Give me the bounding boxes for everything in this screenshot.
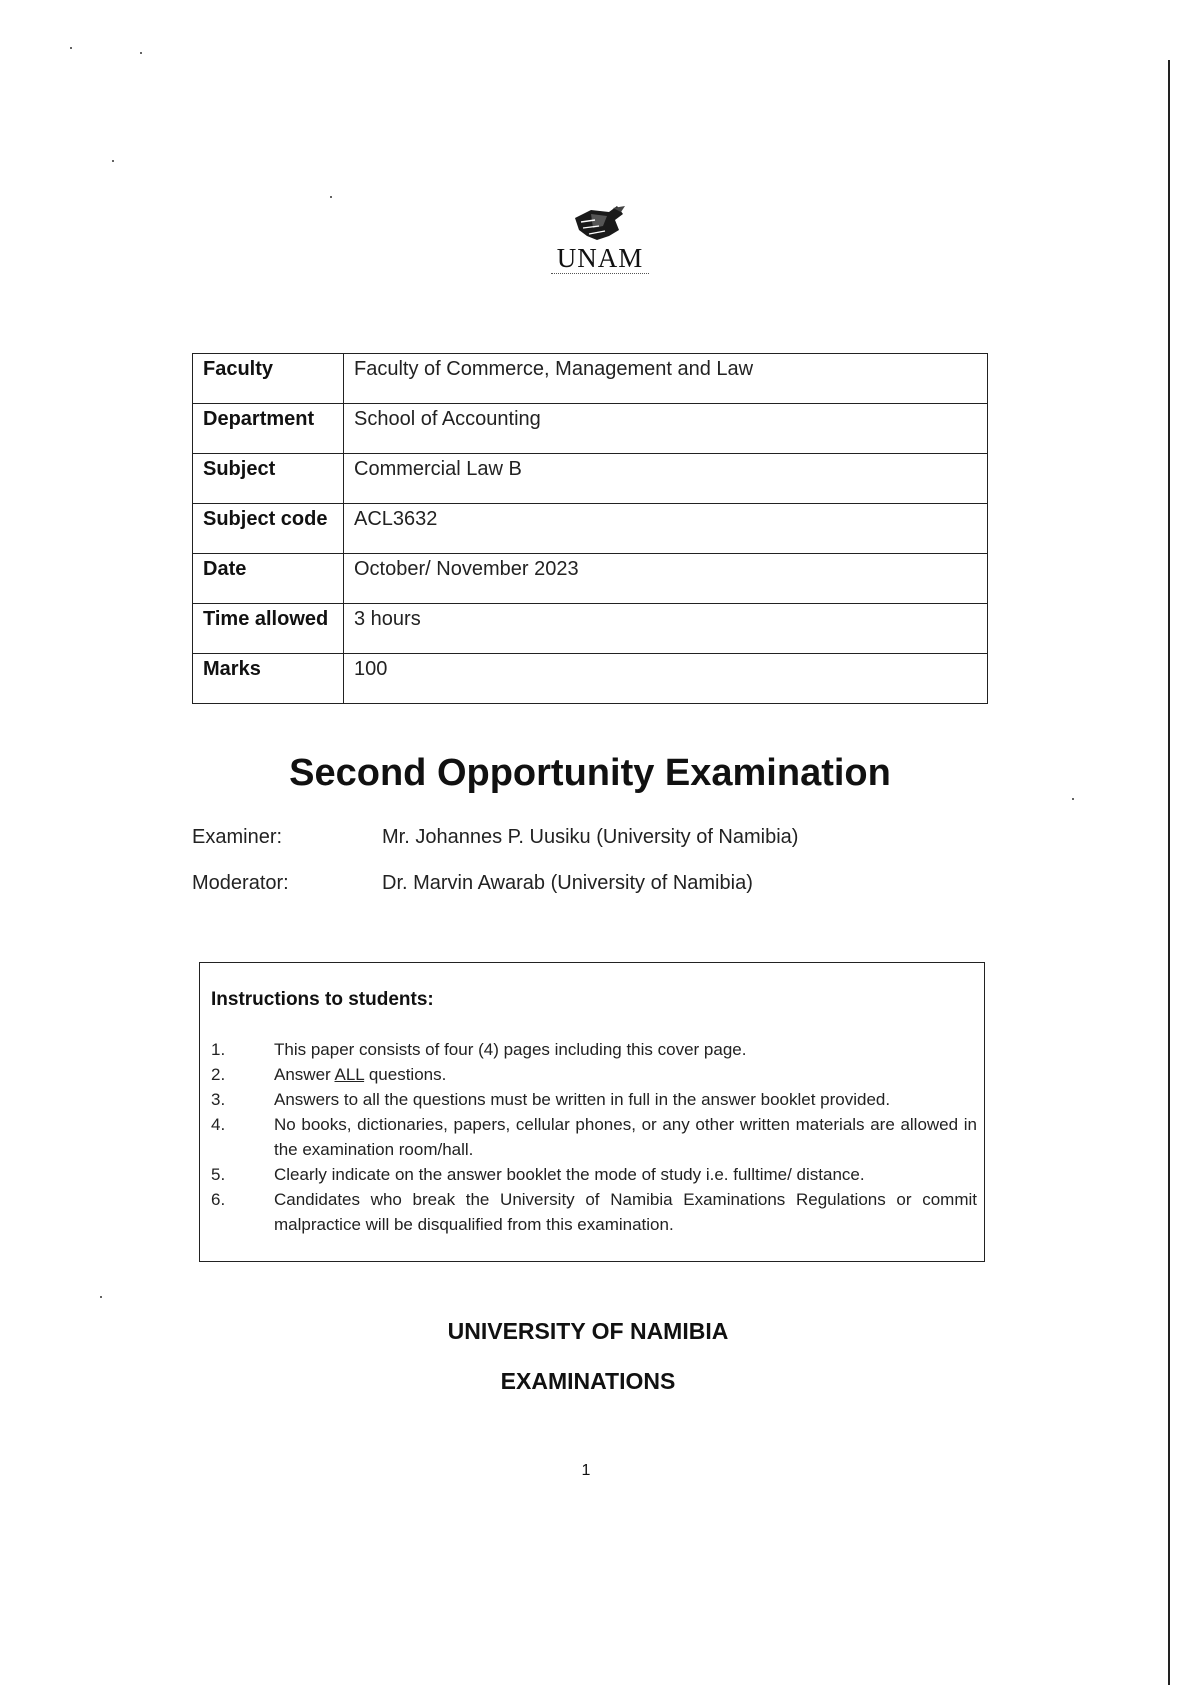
table-row bbox=[193, 454, 988, 504]
list-item bbox=[211, 1037, 977, 1062]
item-text: This paper consists of four (4) pages including this cover page. bbox=[274, 1040, 747, 1059]
item-number: 6. bbox=[211, 1190, 226, 1209]
examiner-line bbox=[192, 826, 798, 849]
item-text: Answers to all the questions must be written in full in the answer booklet provided. bbox=[274, 1090, 891, 1109]
table-value: October/ November 2023 bbox=[344, 554, 988, 604]
table-row bbox=[193, 404, 988, 454]
examiner-name: Mr. Johannes P. Uusiku (University of Namibia) bbox=[382, 826, 799, 848]
table-label: Marks bbox=[193, 654, 344, 704]
item-text: Candidates who break the University of Namibia Examinations Regulations or commit malpractice will be disqualified from this examination. bbox=[274, 1190, 977, 1234]
list-item bbox=[211, 1112, 977, 1162]
table-label: Time allowed bbox=[193, 604, 344, 654]
table-row bbox=[193, 654, 988, 704]
table-value: 100 bbox=[344, 654, 988, 704]
instructions-list bbox=[211, 1037, 977, 1237]
logo-tagline-line bbox=[551, 273, 649, 277]
footer-examinations: EXAMINATIONS bbox=[500, 1368, 676, 1394]
item-number: 3. bbox=[211, 1090, 226, 1109]
table-row bbox=[193, 504, 988, 554]
scan-speck bbox=[330, 196, 332, 198]
instructions-heading: Instructions to students: bbox=[211, 989, 434, 1010]
moderator-name: Dr. Marvin Awarab (University of Namibia) bbox=[382, 872, 753, 894]
item-text-pre: Answer bbox=[274, 1065, 335, 1084]
item-text-post: questions. bbox=[364, 1065, 447, 1084]
item-number: 1. bbox=[211, 1040, 226, 1059]
table-row bbox=[193, 554, 988, 604]
table-value: 3 hours bbox=[344, 604, 988, 654]
item-text bbox=[274, 1062, 977, 1087]
table-value: ACL3632 bbox=[344, 504, 988, 554]
university-logo bbox=[530, 200, 670, 296]
page-number: 1 bbox=[581, 1462, 591, 1479]
table-label: Date bbox=[193, 554, 344, 604]
table-label: Subject bbox=[193, 454, 344, 504]
item-text-emphasis: ALL bbox=[334, 1065, 365, 1084]
scan-speck bbox=[1072, 798, 1074, 800]
moderator-label: Moderator: bbox=[192, 872, 289, 894]
unam-crest-icon bbox=[569, 200, 631, 244]
table-label: Faculty bbox=[193, 354, 344, 404]
table-label: Department bbox=[193, 404, 344, 454]
footer-university: UNIVERSITY OF NAMIBIA bbox=[447, 1318, 729, 1344]
instructions-box bbox=[199, 962, 985, 1262]
table-value: Faculty of Commerce, Management and Law bbox=[344, 354, 988, 404]
table-value: School of Accounting bbox=[344, 404, 988, 454]
logo-wordmark: UNAM bbox=[556, 243, 644, 273]
examiner-label: Examiner: bbox=[192, 826, 283, 848]
item-number: 2. bbox=[211, 1065, 226, 1084]
list-item bbox=[211, 1087, 977, 1112]
exam-details-table bbox=[192, 353, 988, 704]
scan-edge-line bbox=[1168, 60, 1170, 1685]
moderator-line bbox=[192, 872, 753, 895]
item-text: Clearly indicate on the answer booklet the mode of study i.e. fulltime/ distance. bbox=[274, 1165, 865, 1184]
scan-speck bbox=[70, 47, 72, 49]
list-item bbox=[211, 1187, 977, 1237]
item-number: 5. bbox=[211, 1165, 226, 1184]
scan-speck bbox=[140, 52, 142, 54]
item-number: 4. bbox=[211, 1115, 226, 1134]
scan-speck bbox=[112, 160, 114, 162]
item-text: No books, dictionaries, papers, cellular phones, or any other written materials are allowed in the examination room/hall. bbox=[274, 1115, 977, 1159]
table-row bbox=[193, 604, 988, 654]
table-value: Commercial Law B bbox=[344, 454, 988, 504]
list-item bbox=[211, 1162, 977, 1187]
scan-speck bbox=[100, 1296, 102, 1298]
table-label: Subject code bbox=[193, 504, 344, 554]
page-title: Second Opportunity Examination bbox=[289, 752, 891, 794]
list-item bbox=[211, 1062, 977, 1087]
table-row bbox=[193, 354, 988, 404]
